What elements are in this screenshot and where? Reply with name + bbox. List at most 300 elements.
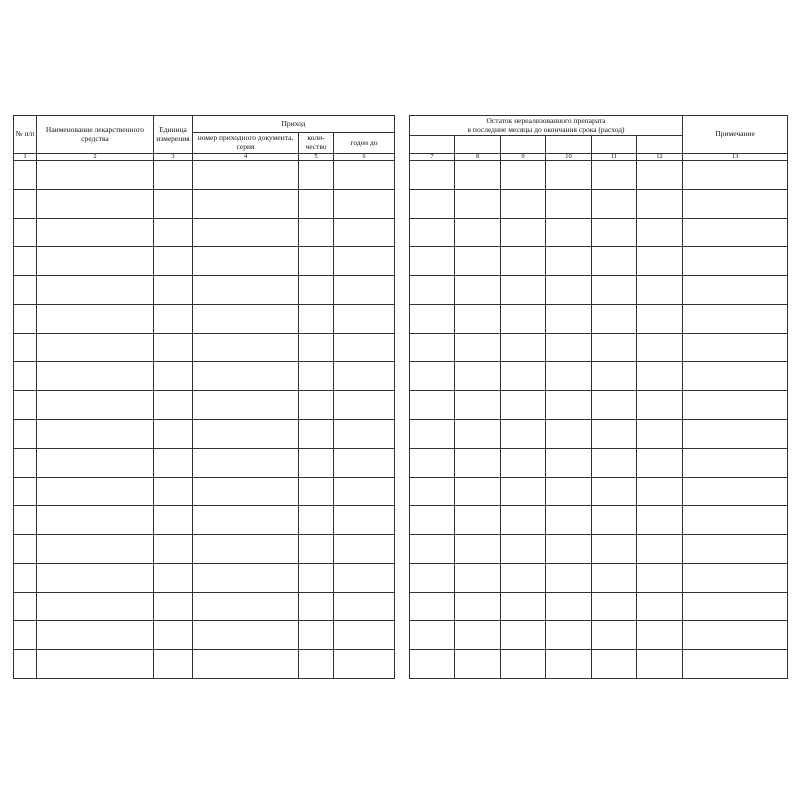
table-row xyxy=(410,621,788,650)
table-cell[interactable] xyxy=(37,362,154,391)
table-cell[interactable] xyxy=(299,535,334,564)
table-cell[interactable] xyxy=(154,362,193,391)
table-cell[interactable] xyxy=(501,563,546,592)
table-row xyxy=(14,247,395,276)
table-cell[interactable] xyxy=(154,563,193,592)
table-cell[interactable] xyxy=(299,189,334,218)
table-cell[interactable] xyxy=(154,506,193,535)
table-cell[interactable] xyxy=(334,535,395,564)
table-cell[interactable] xyxy=(546,650,592,679)
table-row xyxy=(410,420,788,449)
table-cell[interactable] xyxy=(299,506,334,535)
table-cell[interactable] xyxy=(299,333,334,362)
table-cell[interactable] xyxy=(637,333,683,362)
table-cell[interactable] xyxy=(683,535,788,564)
table-cell[interactable] xyxy=(592,161,637,190)
table-cell[interactable] xyxy=(299,304,334,333)
table-row xyxy=(410,247,788,276)
table-cell[interactable] xyxy=(410,621,455,650)
table-cell[interactable] xyxy=(592,420,637,449)
col-number: 10 xyxy=(546,154,592,161)
table-row xyxy=(14,218,395,247)
table-cell[interactable] xyxy=(14,189,37,218)
header-number: № п/п xyxy=(14,116,37,154)
table-cell[interactable] xyxy=(37,621,154,650)
table-cell[interactable] xyxy=(637,477,683,506)
table-cell[interactable] xyxy=(637,420,683,449)
header-expiry: годен до xyxy=(334,133,395,154)
table-cell[interactable] xyxy=(501,304,546,333)
table-cell[interactable] xyxy=(14,448,37,477)
table-cell[interactable] xyxy=(546,563,592,592)
table-cell[interactable] xyxy=(637,304,683,333)
col-number: 7 xyxy=(410,154,455,161)
table-cell[interactable] xyxy=(546,477,592,506)
table-cell[interactable] xyxy=(14,276,37,305)
table-cell[interactable] xyxy=(154,477,193,506)
table-row xyxy=(14,420,395,449)
table-cell[interactable] xyxy=(334,391,395,420)
table-cell[interactable] xyxy=(14,161,37,190)
table-cell[interactable] xyxy=(455,621,501,650)
table-cell[interactable] xyxy=(14,592,37,621)
table-cell[interactable] xyxy=(193,304,299,333)
left-ledger-table xyxy=(13,115,395,679)
table-cell[interactable] xyxy=(410,563,455,592)
table-cell[interactable] xyxy=(546,218,592,247)
table-cell[interactable] xyxy=(637,391,683,420)
table-cell[interactable] xyxy=(334,420,395,449)
table-cell[interactable] xyxy=(455,535,501,564)
table-cell[interactable] xyxy=(546,506,592,535)
table-cell[interactable] xyxy=(455,333,501,362)
table-cell[interactable] xyxy=(546,535,592,564)
table-row xyxy=(410,333,788,362)
table-cell[interactable] xyxy=(37,448,154,477)
table-cell[interactable] xyxy=(37,506,154,535)
table-cell[interactable] xyxy=(154,420,193,449)
header-income: Приход xyxy=(193,116,395,133)
table-row xyxy=(14,592,395,621)
table-row xyxy=(14,391,395,420)
table-cell[interactable] xyxy=(193,218,299,247)
column-number-row xyxy=(410,154,788,161)
table-cell[interactable] xyxy=(410,448,455,477)
table-row xyxy=(14,276,395,305)
month-cell xyxy=(592,136,637,154)
table-cell[interactable] xyxy=(334,477,395,506)
table-row xyxy=(14,362,395,391)
table-cell[interactable] xyxy=(193,161,299,190)
table-cell[interactable] xyxy=(193,535,299,564)
table-cell[interactable] xyxy=(592,304,637,333)
table-row xyxy=(410,477,788,506)
table-cell[interactable] xyxy=(455,304,501,333)
table-cell[interactable] xyxy=(37,161,154,190)
table-row xyxy=(410,189,788,218)
table-cell[interactable] xyxy=(501,650,546,679)
table-cell[interactable] xyxy=(193,362,299,391)
month-cell xyxy=(455,136,501,154)
table-cell[interactable] xyxy=(334,276,395,305)
table-cell[interactable] xyxy=(637,650,683,679)
table-row xyxy=(410,535,788,564)
table-cell[interactable] xyxy=(410,333,455,362)
table-cell[interactable] xyxy=(154,247,193,276)
table-cell[interactable] xyxy=(299,362,334,391)
table-cell[interactable] xyxy=(637,189,683,218)
table-cell[interactable] xyxy=(501,218,546,247)
table-cell[interactable] xyxy=(683,448,788,477)
table-cell[interactable] xyxy=(37,304,154,333)
table-row xyxy=(410,304,788,333)
table-cell[interactable] xyxy=(683,247,788,276)
header-quantity: коли- чество xyxy=(299,133,334,154)
table-cell[interactable] xyxy=(193,189,299,218)
table-cell[interactable] xyxy=(683,276,788,305)
table-cell[interactable] xyxy=(410,161,455,190)
table-cell[interactable] xyxy=(546,448,592,477)
table-cell[interactable] xyxy=(455,420,501,449)
table-cell[interactable] xyxy=(637,161,683,190)
header-remainder xyxy=(410,116,683,136)
table-cell[interactable] xyxy=(455,563,501,592)
table-cell[interactable] xyxy=(410,391,455,420)
table-cell[interactable] xyxy=(501,161,546,190)
table-cell[interactable] xyxy=(334,161,395,190)
table-cell[interactable] xyxy=(410,276,455,305)
col-number: 11 xyxy=(592,154,637,161)
table-cell[interactable] xyxy=(299,477,334,506)
table-cell[interactable] xyxy=(501,621,546,650)
table-cell[interactable] xyxy=(14,506,37,535)
table-cell[interactable] xyxy=(637,563,683,592)
table-row xyxy=(14,477,395,506)
table-cell[interactable] xyxy=(14,391,37,420)
table-cell[interactable] xyxy=(193,592,299,621)
table-cell[interactable] xyxy=(14,218,37,247)
table-cell[interactable] xyxy=(410,218,455,247)
table-cell[interactable] xyxy=(546,592,592,621)
table-cell[interactable] xyxy=(592,189,637,218)
table-cell[interactable] xyxy=(546,391,592,420)
table-cell[interactable] xyxy=(455,477,501,506)
table-cell[interactable] xyxy=(501,391,546,420)
table-cell[interactable] xyxy=(683,477,788,506)
table-cell[interactable] xyxy=(501,535,546,564)
table-cell[interactable] xyxy=(592,535,637,564)
table-cell[interactable] xyxy=(501,448,546,477)
table-cell[interactable] xyxy=(334,448,395,477)
table-cell[interactable] xyxy=(592,592,637,621)
table-cell[interactable] xyxy=(299,621,334,650)
table-row xyxy=(410,563,788,592)
table-cell[interactable] xyxy=(410,650,455,679)
table-cell[interactable] xyxy=(683,362,788,391)
table-cell[interactable] xyxy=(592,563,637,592)
table-cell[interactable] xyxy=(546,621,592,650)
table-cell[interactable] xyxy=(637,362,683,391)
table-cell[interactable] xyxy=(14,333,37,362)
table-cell[interactable] xyxy=(193,448,299,477)
table-cell[interactable] xyxy=(546,247,592,276)
header-unit: Единица измерения xyxy=(154,116,193,154)
col-number: 9 xyxy=(501,154,546,161)
table-cell[interactable] xyxy=(37,218,154,247)
table-cell[interactable] xyxy=(299,247,334,276)
table-cell[interactable] xyxy=(546,161,592,190)
table-cell[interactable] xyxy=(501,506,546,535)
col-number: 4 xyxy=(193,154,299,161)
table-cell[interactable] xyxy=(193,420,299,449)
table-cell[interactable] xyxy=(501,362,546,391)
table-row xyxy=(410,506,788,535)
header-note: Примечание xyxy=(683,116,788,154)
table-cell[interactable] xyxy=(455,161,501,190)
table-cell[interactable] xyxy=(37,477,154,506)
table-row xyxy=(410,276,788,305)
table-cell[interactable] xyxy=(501,592,546,621)
col-number: 13 xyxy=(683,154,788,161)
table-cell[interactable] xyxy=(501,333,546,362)
table-cell[interactable] xyxy=(14,247,37,276)
table-cell[interactable] xyxy=(154,333,193,362)
table-cell[interactable] xyxy=(637,448,683,477)
table-row xyxy=(410,448,788,477)
table-cell[interactable] xyxy=(154,592,193,621)
table-row xyxy=(14,621,395,650)
table-cell[interactable] xyxy=(410,304,455,333)
col-number: 12 xyxy=(637,154,683,161)
table-cell[interactable] xyxy=(154,218,193,247)
table-cell[interactable] xyxy=(14,420,37,449)
table-cell[interactable] xyxy=(37,592,154,621)
header-remainder-line2: в последние месяцы до окончания срока (расход) xyxy=(467,124,625,134)
table-cell[interactable] xyxy=(299,276,334,305)
table-cell[interactable] xyxy=(410,592,455,621)
table-cell[interactable] xyxy=(154,535,193,564)
table-cell[interactable] xyxy=(501,420,546,449)
table-cell[interactable] xyxy=(592,477,637,506)
table-cell[interactable] xyxy=(334,247,395,276)
table-cell[interactable] xyxy=(193,247,299,276)
table-cell[interactable] xyxy=(410,535,455,564)
table-cell[interactable] xyxy=(14,304,37,333)
table-cell[interactable] xyxy=(683,563,788,592)
table-cell[interactable] xyxy=(334,621,395,650)
table-cell[interactable] xyxy=(334,650,395,679)
table-cell[interactable] xyxy=(546,189,592,218)
table-cell[interactable] xyxy=(683,333,788,362)
table-row xyxy=(14,535,395,564)
table-row xyxy=(14,189,395,218)
table-cell[interactable] xyxy=(37,535,154,564)
table-row xyxy=(14,563,395,592)
table-cell[interactable] xyxy=(334,592,395,621)
table-cell[interactable] xyxy=(299,161,334,190)
table-cell[interactable] xyxy=(592,218,637,247)
table-cell[interactable] xyxy=(154,276,193,305)
table-cell[interactable] xyxy=(334,333,395,362)
table-cell[interactable] xyxy=(683,304,788,333)
table-cell[interactable] xyxy=(334,362,395,391)
table-cell[interactable] xyxy=(455,592,501,621)
table-cell[interactable] xyxy=(154,391,193,420)
table-cell[interactable] xyxy=(592,247,637,276)
table-cell[interactable] xyxy=(455,650,501,679)
table-cell[interactable] xyxy=(154,304,193,333)
table-cell[interactable] xyxy=(683,592,788,621)
table-cell[interactable] xyxy=(193,276,299,305)
table-cell[interactable] xyxy=(592,333,637,362)
table-cell[interactable] xyxy=(154,650,193,679)
table-cell[interactable] xyxy=(592,506,637,535)
table-row xyxy=(14,506,395,535)
table-cell[interactable] xyxy=(455,391,501,420)
table-cell[interactable] xyxy=(299,592,334,621)
table-cell[interactable] xyxy=(193,477,299,506)
table-cell[interactable] xyxy=(37,333,154,362)
table-cell[interactable] xyxy=(410,189,455,218)
table-cell[interactable] xyxy=(683,506,788,535)
table-row xyxy=(410,161,788,190)
table-cell[interactable] xyxy=(546,420,592,449)
table-cell[interactable] xyxy=(637,276,683,305)
month-cell xyxy=(546,136,592,154)
table-cell[interactable] xyxy=(501,477,546,506)
table-cell[interactable] xyxy=(592,362,637,391)
table-cell[interactable] xyxy=(334,563,395,592)
table-row xyxy=(14,650,395,679)
table-cell[interactable] xyxy=(683,161,788,190)
table-cell[interactable] xyxy=(299,563,334,592)
table-cell[interactable] xyxy=(37,247,154,276)
table-cell[interactable] xyxy=(14,535,37,564)
table-cell[interactable] xyxy=(193,563,299,592)
table-cell[interactable] xyxy=(14,477,37,506)
table-cell[interactable] xyxy=(546,276,592,305)
table-cell[interactable] xyxy=(455,218,501,247)
table-cell[interactable] xyxy=(683,650,788,679)
table-row xyxy=(410,218,788,247)
table-cell[interactable] xyxy=(14,362,37,391)
table-cell[interactable] xyxy=(410,506,455,535)
table-cell[interactable] xyxy=(546,304,592,333)
table-cell[interactable] xyxy=(299,650,334,679)
table-cell[interactable] xyxy=(334,189,395,218)
col-number: 6 xyxy=(334,154,395,161)
table-cell[interactable] xyxy=(592,391,637,420)
table-cell[interactable] xyxy=(154,448,193,477)
table-cell[interactable] xyxy=(455,448,501,477)
col-number: 8 xyxy=(455,154,501,161)
table-cell[interactable] xyxy=(193,333,299,362)
table-cell[interactable] xyxy=(410,362,455,391)
table-cell[interactable] xyxy=(683,420,788,449)
table-cell[interactable] xyxy=(37,650,154,679)
table-cell[interactable] xyxy=(546,362,592,391)
table-cell[interactable] xyxy=(410,420,455,449)
table-cell[interactable] xyxy=(299,218,334,247)
table-cell[interactable] xyxy=(154,189,193,218)
table-cell[interactable] xyxy=(410,247,455,276)
table-row xyxy=(410,362,788,391)
table-cell[interactable] xyxy=(37,391,154,420)
table-cell[interactable] xyxy=(154,621,193,650)
table-cell[interactable] xyxy=(455,247,501,276)
table-cell[interactable] xyxy=(501,189,546,218)
table-cell[interactable] xyxy=(683,218,788,247)
table-cell[interactable] xyxy=(14,563,37,592)
table-cell[interactable] xyxy=(683,391,788,420)
table-cell[interactable] xyxy=(154,161,193,190)
table-cell[interactable] xyxy=(37,189,154,218)
table-cell[interactable] xyxy=(637,506,683,535)
table-row xyxy=(14,161,395,190)
col-number: 2 xyxy=(37,154,154,161)
table-cell[interactable] xyxy=(683,621,788,650)
table-cell[interactable] xyxy=(592,621,637,650)
table-cell[interactable] xyxy=(334,304,395,333)
table-cell[interactable] xyxy=(592,650,637,679)
table-cell[interactable] xyxy=(637,592,683,621)
table-cell[interactable] xyxy=(193,391,299,420)
col-number: 3 xyxy=(154,154,193,161)
month-cell xyxy=(637,136,683,154)
table-cell[interactable] xyxy=(455,362,501,391)
table-cell[interactable] xyxy=(546,333,592,362)
table-cell[interactable] xyxy=(501,276,546,305)
table-cell[interactable] xyxy=(299,420,334,449)
col-number: 5 xyxy=(299,154,334,161)
table-row xyxy=(410,592,788,621)
table-cell[interactable] xyxy=(683,189,788,218)
table-cell[interactable] xyxy=(334,506,395,535)
table-cell[interactable] xyxy=(37,420,154,449)
table-cell[interactable] xyxy=(455,506,501,535)
table-cell[interactable] xyxy=(193,650,299,679)
table-cell[interactable] xyxy=(14,650,37,679)
table-cell[interactable] xyxy=(455,189,501,218)
table-cell[interactable] xyxy=(193,621,299,650)
table-cell[interactable] xyxy=(501,247,546,276)
table-cell[interactable] xyxy=(637,218,683,247)
table-cell[interactable] xyxy=(455,276,501,305)
table-row xyxy=(14,333,395,362)
column-number-row xyxy=(14,154,395,161)
table-cell[interactable] xyxy=(299,448,334,477)
table-cell[interactable] xyxy=(37,563,154,592)
table-row xyxy=(410,391,788,420)
right-ledger-table xyxy=(409,115,788,679)
header-document-series: номер приходного документа, серия xyxy=(193,133,299,154)
table-cell[interactable] xyxy=(637,247,683,276)
table-cell[interactable] xyxy=(14,621,37,650)
table-cell[interactable] xyxy=(592,448,637,477)
table-cell[interactable] xyxy=(193,506,299,535)
table-cell[interactable] xyxy=(334,218,395,247)
col-number: 1 xyxy=(14,154,37,161)
table-cell[interactable] xyxy=(637,621,683,650)
table-cell[interactable] xyxy=(299,391,334,420)
month-cell xyxy=(501,136,546,154)
table-cell[interactable] xyxy=(410,477,455,506)
table-cell[interactable] xyxy=(592,276,637,305)
table-cell[interactable] xyxy=(37,276,154,305)
table-row xyxy=(14,448,395,477)
table-row xyxy=(410,650,788,679)
table-cell[interactable] xyxy=(637,535,683,564)
